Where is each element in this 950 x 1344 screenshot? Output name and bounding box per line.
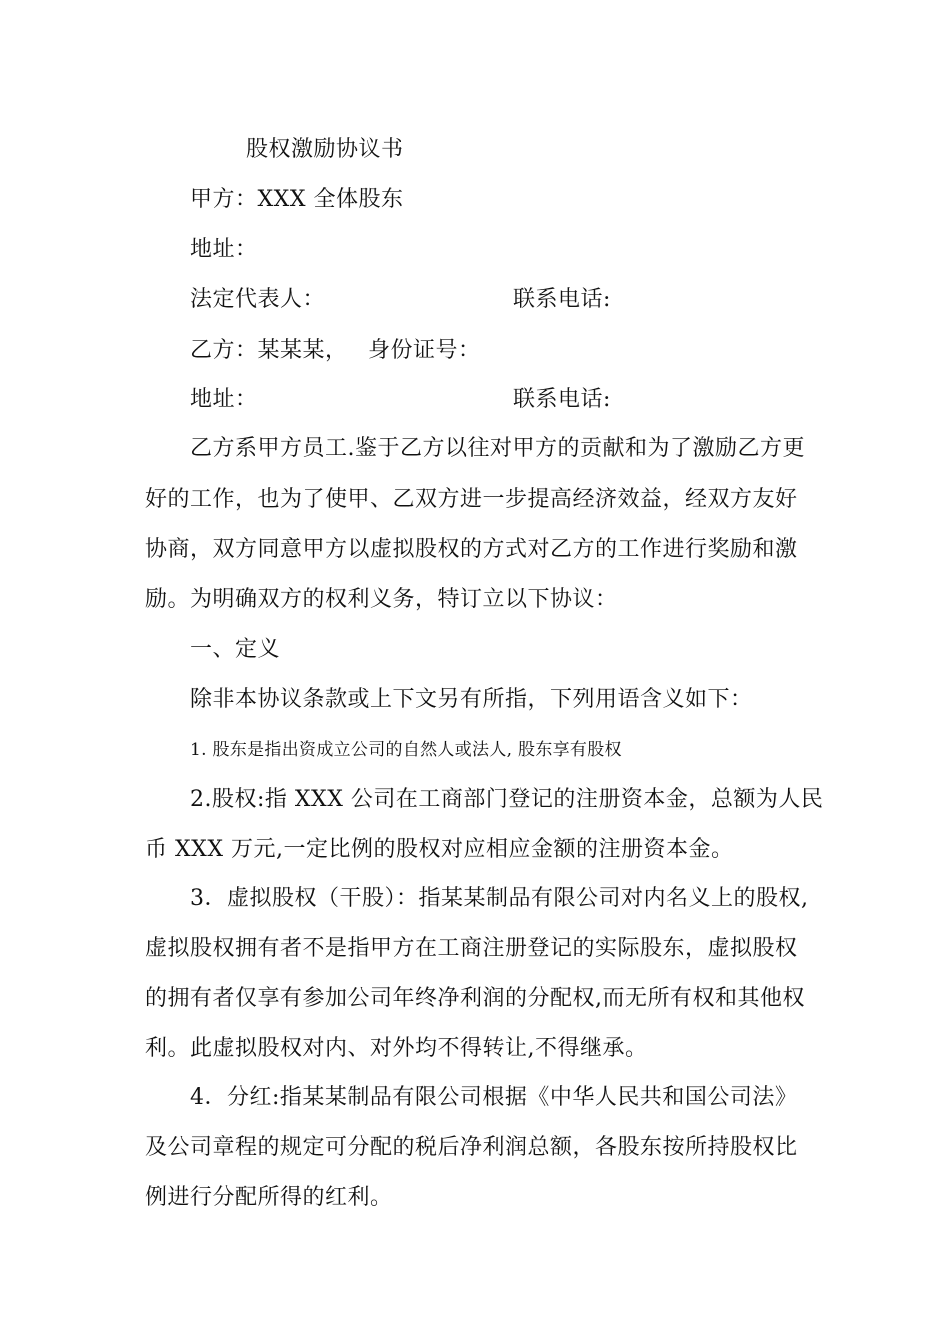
party-b-phone: 联系电话: <box>513 387 611 412</box>
party-b-id: 身份证号： <box>368 338 481 363</box>
definition-1: 1. 股东是指出资成立公司的自然人或法人, 股东享有股权 <box>190 740 622 760</box>
definition-4-line: 4．分红:指某某制品有限公司根据《中华人民共和国公司法》 <box>190 1085 798 1110</box>
section-heading: 一、定义 <box>190 637 281 662</box>
definition-3-line: 3．虚拟股权（干股）：指某某制品有限公司对内名义上的股权, <box>190 886 809 911</box>
preamble-line: 乙方系甲方员工.鉴于乙方以往对甲方的贡献和为了激励乙方更 <box>190 436 805 461</box>
definition-2-line: 币 XXX 万元,一定比例的股权对应相应金额的注册资本金。 <box>145 837 734 862</box>
party-a-phone: 联系电话: <box>513 287 611 312</box>
definition-3-line: 虚拟股权拥有者不是指甲方在工商注册登记的实际股东，虚拟股权 <box>145 936 798 961</box>
party-b-address: 地址： <box>190 387 258 412</box>
legal-representative: 法定代表人： <box>190 287 326 312</box>
preamble-line: 协商，双方同意甲方以虚拟股权的方式对乙方的工作进行奖励和激 <box>145 537 798 562</box>
preamble-line: 励。为明确双方的权利义务，特订立以下协议： <box>145 587 618 612</box>
party-a-address: 地址： <box>190 237 258 262</box>
section-intro: 除非本协议条款或上下文另有所指，下列用语含义如下： <box>190 687 753 712</box>
definition-2-line: 2.股权:指 XXX 公司在工商部门登记的注册资本金，总额为人民 <box>190 787 824 812</box>
preamble-line: 好的工作，也为了使甲、乙双方进一步提高经济效益，经双方友好 <box>145 487 798 512</box>
definition-3-line: 利。此虚拟股权对内、对外均不得转让,不得继承。 <box>145 1036 648 1061</box>
definition-3-line: 的拥有者仅享有参加公司年终净利润的分配权,而无所有权和其他权 <box>145 986 805 1011</box>
definition-4-line: 及公司章程的规定可分配的税后净利润总额，各股东按所持股权比 <box>145 1135 798 1160</box>
party-a: 甲方：XXX 全体股东 <box>190 187 404 212</box>
party-b: 乙方：某某某， <box>190 338 348 363</box>
definition-4-line: 例进行分配所得的红利。 <box>145 1185 393 1210</box>
document-title: 股权激励协议书 <box>246 137 404 162</box>
